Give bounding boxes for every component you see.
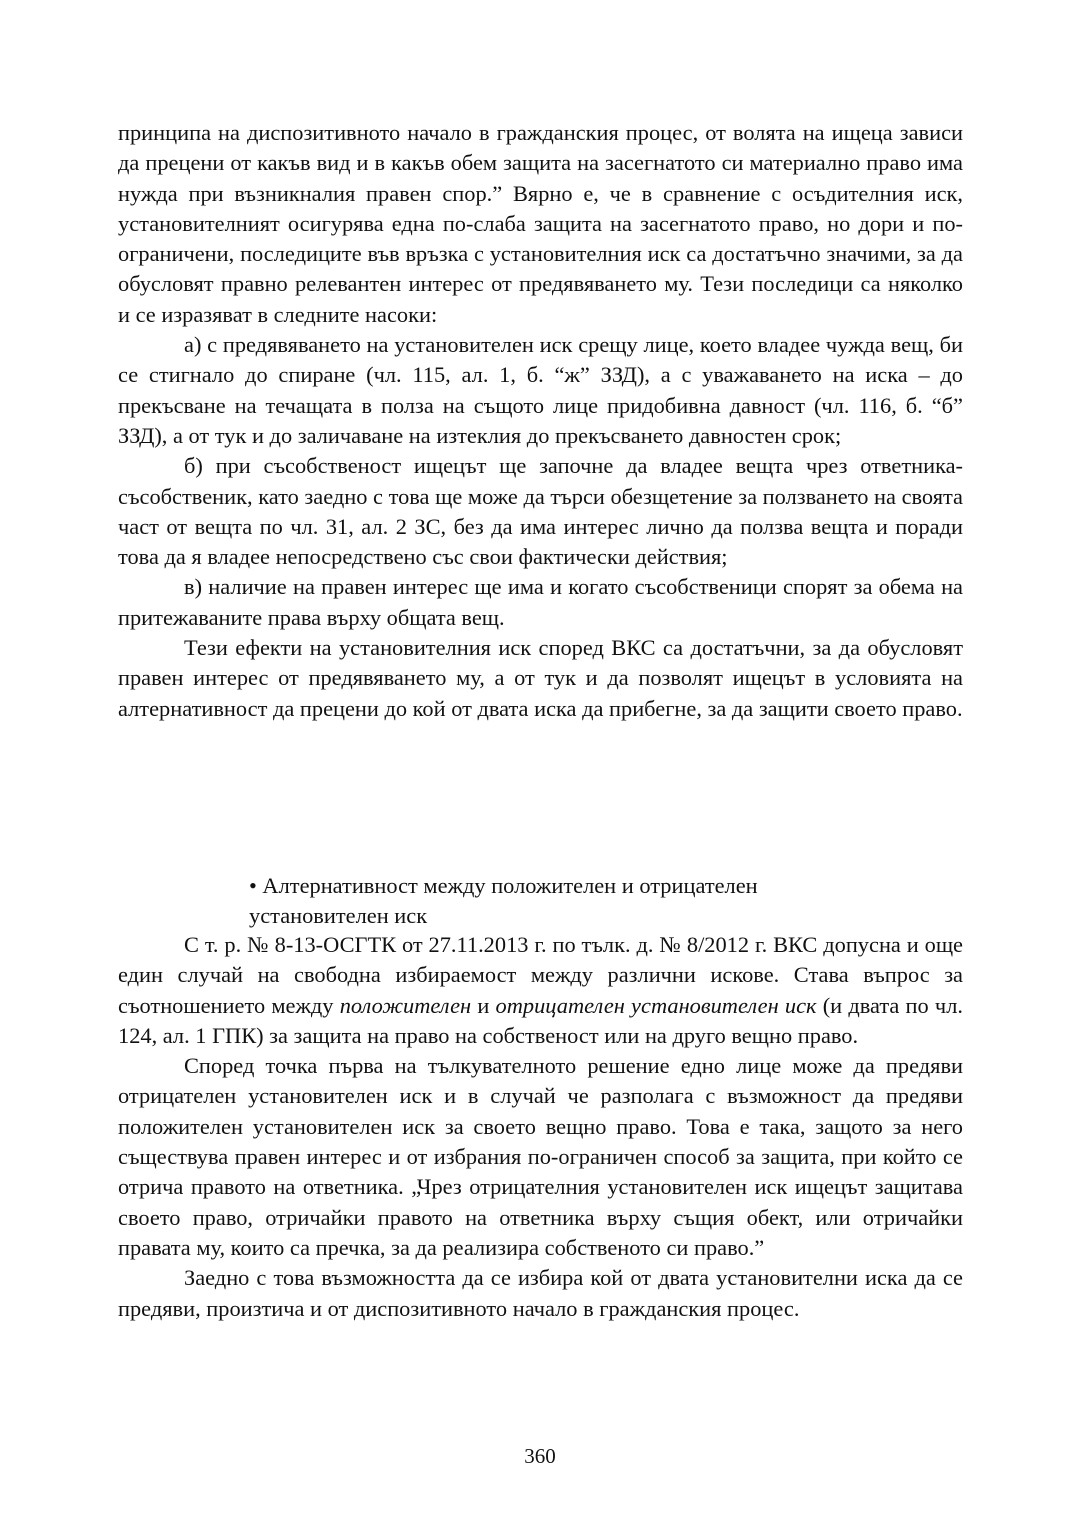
paragraph-7: Според точка първа на тълкувателното решение едно лице може да предяви отрицателен установителен иск и в случай че разполага с възможност да предяви положителен установителен иск за своето вещно право. Това е така, защото за него съществува правен интерес и от избрания по-ограничен способ за защита, при който се отрича правото на ответника. „Чрез отрицателния установителен иск ищецът защитава своето право, отричайки правото на ответника върху същия обект, или отричайки правата му, които са пречка, за да реализира собственото си право.” [118, 1053, 963, 1260]
body-text-top [118, 118, 963, 724]
paragraph-1: принципа на диспозитивното начало в гражданския процес, от волята на ищеца зависи да прецени от какъв вид и в какъв обем защита на засегнатото си материално право има нужда при възникналия правен спор.” Вярно е, че в сравнение с осъдителния иск, установителният осигурява една по-слаба защита на засегнатото право, но дори и по-ограничени, последиците във връзка с установителния иск са достатъчно значими, за да обусловят правно релевантен интерес от предявяването му. Тези последици са няколко и се изразяват в следните насоки: [118, 120, 963, 327]
paragraph-8: Заедно с това възможността да се избира кой от двата установителни иска да се предяви, произтича и от диспозитивното начало в гражданския процес. [118, 1265, 963, 1321]
paragraph-6-text-c: (и двата по чл. 124, ал. 1 ГПК) за защита на право на собственост или на друго вещно право. [118, 992, 963, 1048]
section-heading [249, 871, 889, 932]
section-heading-line-1: • Алтернативност между положителен и отрицателен [249, 873, 758, 898]
paragraph-4: в) наличие на правен интерес ще има и когато съсобственици спорят за обема на притежаваните права върху общата вещ. [118, 574, 963, 630]
page-number: 360 [524, 1444, 556, 1468]
section-heading-line-2: установителен иск [249, 903, 428, 929]
body-text-bottom [118, 930, 963, 1324]
paragraph-6-italic-b: отрицателен установителен иск [495, 992, 817, 1018]
paragraph-3: б) при съсобственост ищецът ще започне да владее вещта чрез ответника-съсобственик, като заедно с това ще може да търси обезщетение за ползването на своята част от вещта по чл. 31, ал. 2 ЗС, без да има интерес лично да ползва вещта и поради това да я владее непосредствено със свои фактически действия; [118, 453, 963, 570]
paragraph-6 [118, 930, 963, 1051]
paragraph-6-text-b: и [471, 992, 496, 1018]
paragraph-5: Тези ефекти на установителния иск според ВКС са достатъчни, за да обусловят правен интерес от предявяването му, а от тук и да позволят ищецът в условията на алтернативност да прецени до кой от двата иска да прибегне, за да защити своето право. [118, 635, 963, 721]
paragraph-6-text-a: С т. р. № 8-13-ОСГТК от 27.11.2013 г. по тълк. д. № 8/2012 г. ВКС допусна и още един случай на свободна избираемост между различни искове. Става въпрос за съотношението между [118, 932, 963, 1018]
paragraph-2: а) с предявяването на установителен иск срещу лице, което владее чужда вещ, би се стигнало до спиране (чл. 115, ал. 1, б. “ж” ЗЗД), а с уважаването на иска – до прекъсване на течащата в полза на същото лице придобивна давност (чл. 116, б. “б” ЗЗД), а от тук и до заличаване на изтеклия до прекъсването давностен срок; [118, 332, 963, 448]
paragraph-6-italic-a: положителен [339, 992, 472, 1018]
